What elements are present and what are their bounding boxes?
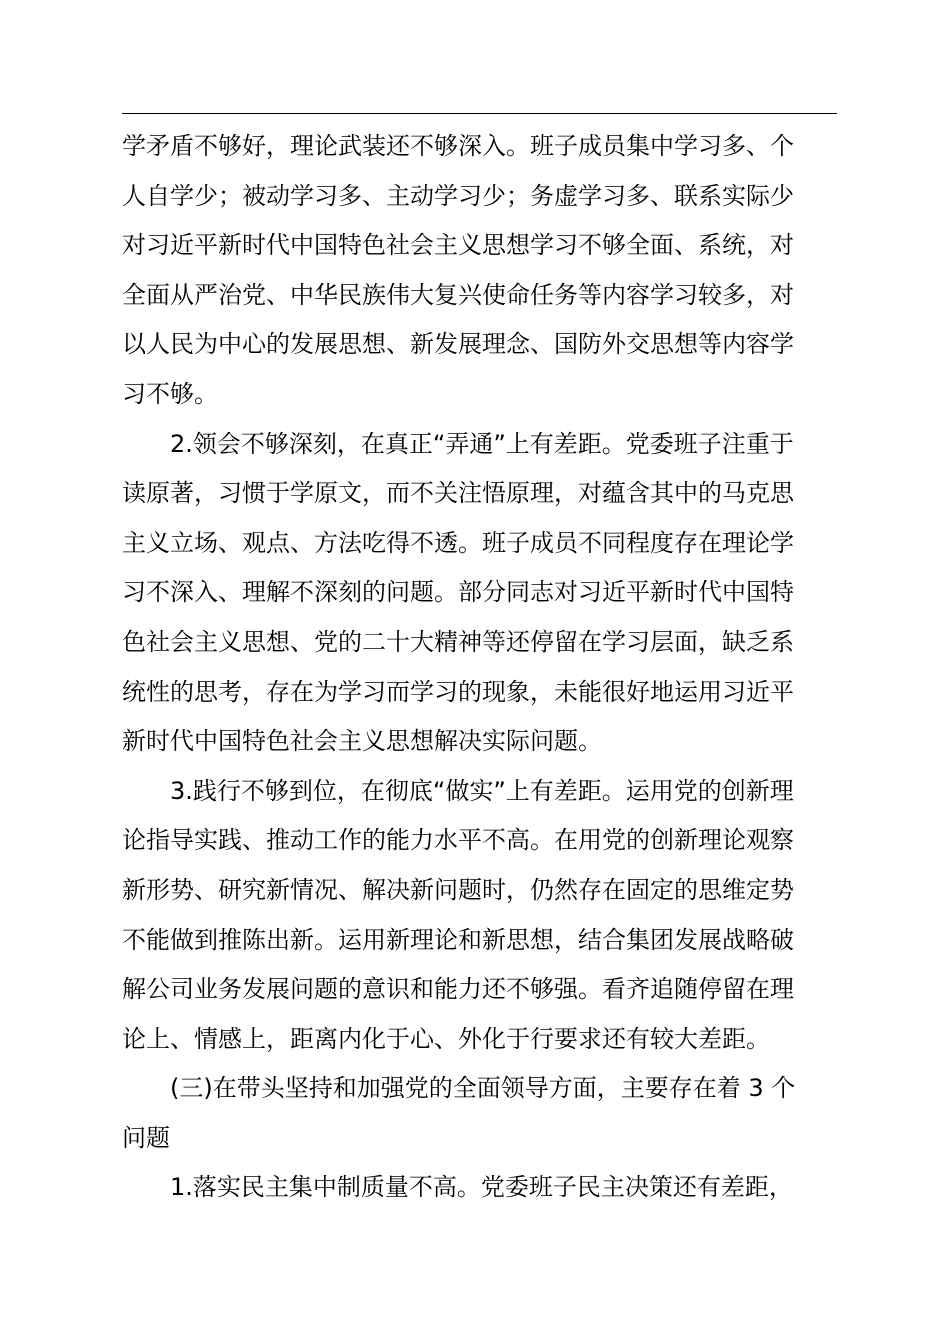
text-line: 习不深入、理解不深刻的问题。部分同志对习近平新时代中国特: [122, 578, 794, 607]
text-line: 论上、情感上，距离内化于心、外化于行要求还有较大差距。: [122, 1024, 770, 1053]
text-line: 色社会主义思想、党的二十大精神等还停留在学习层面，缺乏系: [122, 627, 794, 656]
header-rule: [122, 113, 837, 114]
text-line: 全面从严治党、中华民族伟大复兴使命任务等内容学习较多，对: [122, 280, 794, 309]
section-heading-line: (三)在带头坚持和加强党的全面领导方面，主要存在着 3 个: [170, 1074, 796, 1103]
text-line: 新时代中国特色社会主义思想解决实际问题。: [122, 727, 602, 756]
text-line: 主义立场、观点、方法吃得不透。班子成员不同程度存在理论学: [122, 528, 794, 557]
paragraph-start-line: 1.落实民主集中制质量不高。党委班子民主决策还有差距，: [170, 1173, 793, 1202]
text-line: 解公司业务发展问题的意识和能力还不够强。看齐追随停留在理: [122, 975, 794, 1004]
text-line: 以人民为中心的发展思想、新发展理念、国防外交思想等内容学: [122, 330, 794, 359]
text-line: 论指导实践、推动工作的能力水平不高。在用党的创新理论观察: [122, 826, 794, 855]
text-line: 人自学少；被动学习多、主动学习少；务虚学习多、联系实际少: [122, 181, 794, 210]
section-heading-line: 问题: [122, 1123, 170, 1152]
text-line: 统性的思考，存在为学习而学习的现象，未能很好地运用习近平: [122, 677, 794, 706]
text-line: 不能做到推陈出新。运用新理论和新思想，结合集团发展战略破: [122, 925, 794, 954]
text-line: 习不够。: [122, 379, 218, 408]
text-line: 对习近平新时代中国特色社会主义思想学习不够全面、系统，对: [122, 231, 794, 260]
paragraph-start-line: 3.践行不够到位，在彻底“做实”上有差距。运用党的创新理: [170, 776, 794, 805]
text-line: 学矛盾不够好，理论武装还不够深入。班子成员集中学习多、个: [122, 132, 794, 160]
text-line: 新形势、研究新情况、解决新问题时，仍然存在固定的思维定势: [122, 875, 794, 904]
document-body: [122, 122, 842, 1213]
paragraph-start-line: 2.领会不够深刻，在真正“弄通”上有差距。党委班子注重于: [170, 429, 794, 458]
text-line: 读原著，习惯于学原文，而不关注悟原理，对蕴含其中的马克思: [122, 479, 794, 508]
